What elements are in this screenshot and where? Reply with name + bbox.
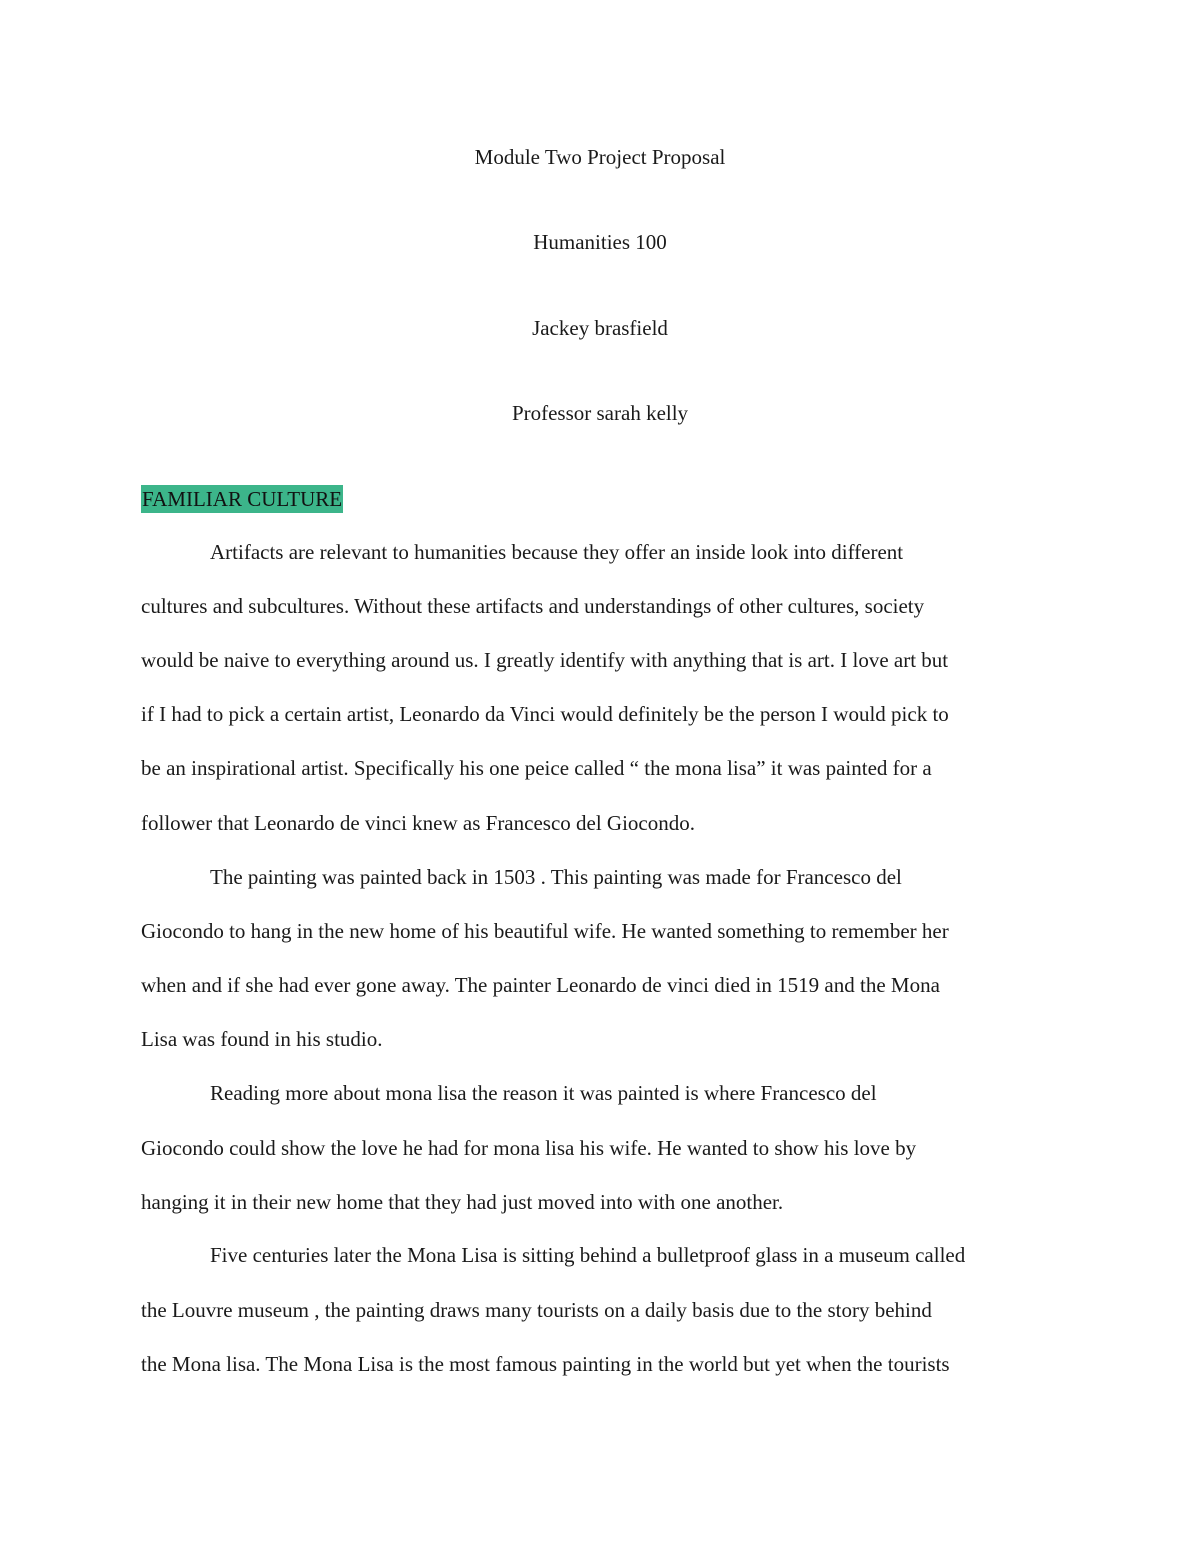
paragraph-line: Five centuries later the Mona Lisa is sitting behind a bulletproof glass in a museum called xyxy=(210,1243,966,1267)
paragraph-line: when and if she had ever gone away. The painter Leonardo de vinci died in 1519 and the Mona xyxy=(141,973,940,997)
paragraph-line: the Louvre museum , the painting draws many tourists on a daily basis due to the story behind xyxy=(141,1298,932,1322)
paragraph-line: Reading more about mona lisa the reason it was painted is where Francesco del xyxy=(210,1081,877,1105)
course-name: Humanities 100 xyxy=(533,230,667,254)
paragraph-line: if I had to pick a certain artist, Leonardo da Vinci would definitely be the person I would pick to xyxy=(141,702,949,726)
paragraph-line: Giocondo to hang in the new home of his beautiful wife. He wanted something to remember her xyxy=(141,919,949,943)
section-heading-highlighted: FAMILIAR CULTURE xyxy=(142,487,343,511)
paragraph-line: would be naive to everything around us. I greatly identify with anything that is art. I love art but xyxy=(141,648,949,672)
paragraph-line: be an inspirational artist. Specifically his one peice called “ the mona lisa” it was painted for a xyxy=(141,756,932,780)
professor-name: Professor sarah kelly xyxy=(511,401,689,425)
paragraph-line: hanging it in their new home that they had just moved into with one another. xyxy=(141,1190,784,1214)
paragraph-line: The painting was painted back in 1503 . This painting was made for Francesco del xyxy=(210,865,902,889)
paragraph-line: follower that Leonardo de vinci knew as Francesco del Giocondo. xyxy=(141,811,695,835)
author-name: Jackey brasfield xyxy=(532,316,668,340)
paragraph-line: cultures and subcultures. Without these artifacts and understandings of other cultures, society xyxy=(141,594,925,618)
document-title: Module Two Project Proposal xyxy=(474,145,726,169)
paragraph-line: Lisa was found in his studio. xyxy=(141,1027,383,1051)
paragraph-line: Artifacts are relevant to humanities because they offer an inside look into different xyxy=(210,540,904,564)
paragraph-line: the Mona lisa. The Mona Lisa is the most famous painting in the world but yet when the tourists xyxy=(141,1352,950,1376)
paragraph-line: Giocondo could show the love he had for mona lisa his wife. He wanted to show his love by xyxy=(141,1136,917,1160)
